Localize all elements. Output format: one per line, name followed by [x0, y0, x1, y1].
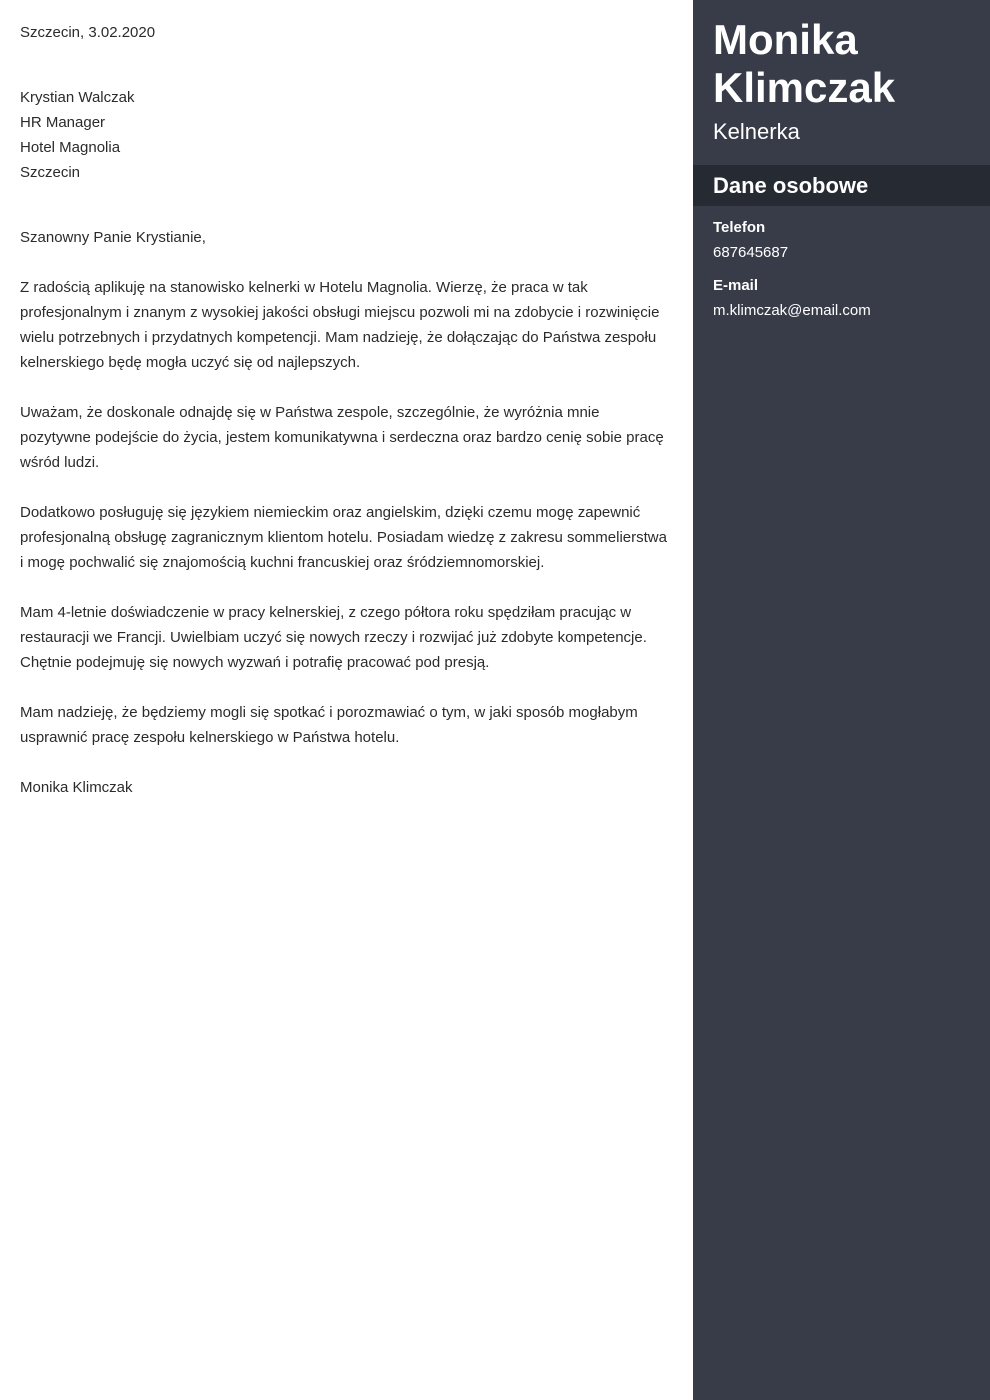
recipient-name: Krystian Walczak — [20, 89, 135, 106]
section-title: Dane osobowe — [713, 173, 869, 198]
letter-paragraph-2: Uważam, że doskonale odnajdę się w Państwa zespole, szczególnie, że wyróżnia mnie pozytywne podejście do życia, jestem komunikatywna i serdeczna oraz bardzo cenię sobie pracę wśród ludzi. — [20, 404, 664, 471]
email-value: m.klimczak@email.com — [713, 302, 871, 319]
phone-label: Telefon — [713, 219, 766, 236]
personal-data-header — [693, 165, 990, 206]
letter-date: Szczecin, 3.02.2020 — [20, 24, 156, 41]
cover-letter — [20, 20, 670, 800]
applicant-last-name: Klimczak — [713, 64, 896, 111]
salutation: Szanowny Panie Krystianie, — [20, 229, 206, 246]
letter-paragraph-4: Mam 4-letnie doświadczenie w pracy kelnerskiej, z czego półtora roku spędziłam pracując w restauracji we Francji. Uwielbiam uczyć się nowych rzeczy i rozwijać już zdobyte kompetencje. Chętnie podejmuję się nowych wyzwań i potrafię pracować pod presją. — [20, 604, 647, 671]
letter-paragraph-5: Mam nadzieję, że będziemy mogli się spotkać i porozmawiać o tym, w jaki sposób mogłabym usprawnić pracę zespołu kelnerskiego w Państwa hotelu. — [20, 704, 638, 746]
recipient-company: Hotel Magnolia — [20, 139, 121, 156]
letter-paragraph-1: Z radością aplikuję na stanowisko kelnerki w Hotelu Magnolia. Wierzę, że praca w tak profesjonalnym i znanym z wysokiej jakości obsługi miejscu pozwoli mi na zdobycie i rozwinięcie wielu potrzebnych i przydatnych kompetencji. Mam nadzieję, że dołączając do Państwa zespołu kelnerskiego będę mogła uczyć się od najlepszych. — [20, 279, 660, 371]
letter-paragraph-3: Dodatkowo posługuję się językiem niemieckim oraz angielskim, dzięki czemu mogę zapewnić profesjonalną obsługę zagranicznym klientom hotelu. Posiadam wiedzę z zakresu sommelierstwa i mogę pochwalić się znajomością kuchni francuskiej oraz śródziemnomorskiej. — [20, 504, 667, 571]
recipient-title: HR Manager — [20, 114, 106, 131]
recipient-city: Szczecin — [20, 164, 81, 181]
recipient-block — [20, 85, 670, 185]
applicant-name — [713, 16, 983, 112]
phone-value: 687645687 — [713, 244, 789, 261]
applicant-first-name: Monika — [713, 16, 858, 63]
sidebar — [693, 0, 990, 1400]
signature: Monika Klimczak — [20, 779, 133, 796]
applicant-job-title: Kelnerka — [713, 119, 800, 144]
email-label: E-mail — [713, 277, 759, 294]
